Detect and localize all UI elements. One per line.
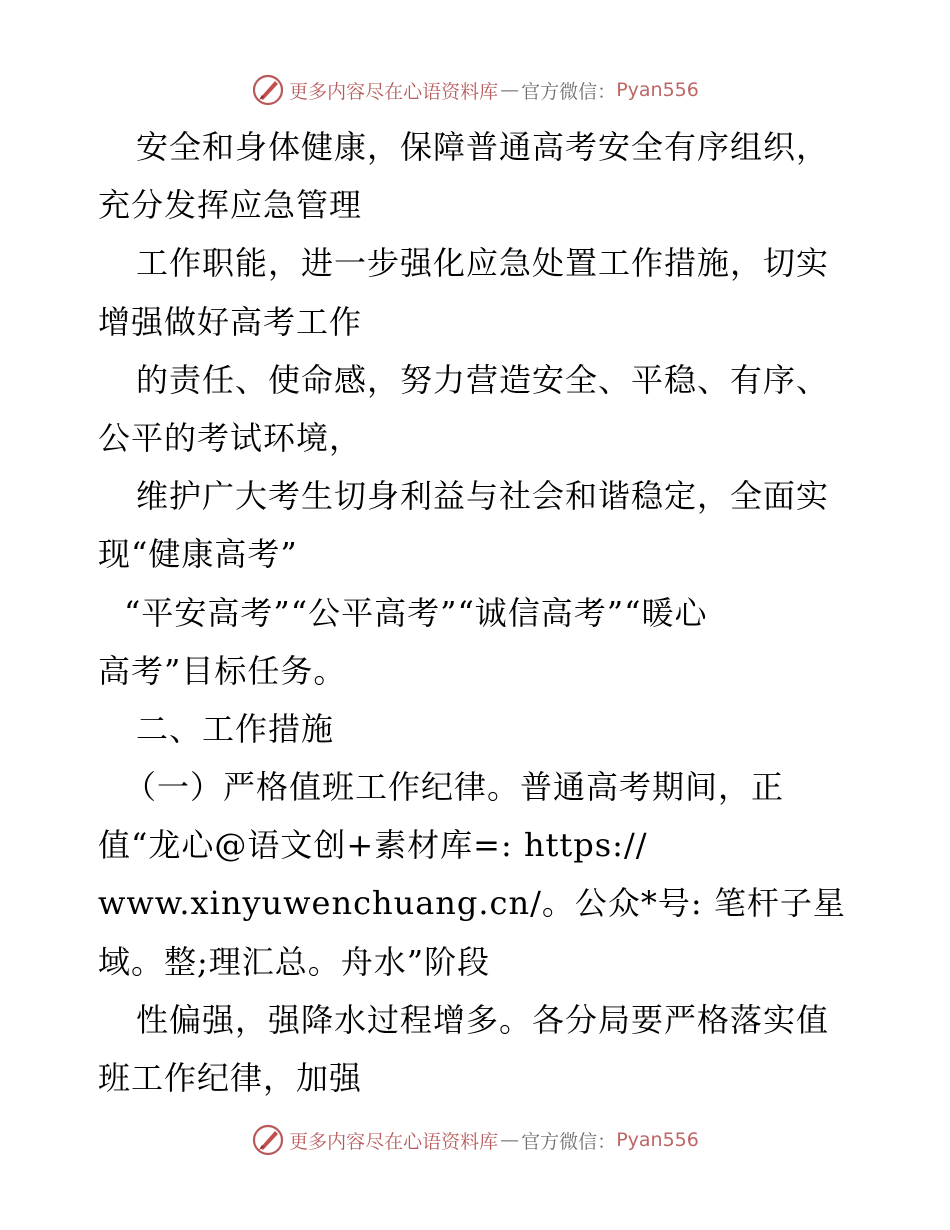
watermark-brand: 更多内容尽在心语资料库 <box>289 1130 499 1153</box>
body-line: 域。整;理汇总。舟水”阶段 <box>98 942 491 981</box>
watermark-account: Pyan556 <box>616 79 699 101</box>
quill-pen-logo-icon <box>251 73 285 107</box>
body-line: 值“龙心@语文创+素材库=: https:// <box>98 826 648 865</box>
header-watermark <box>0 70 950 110</box>
body-line: 工作职能，进一步强化应急处置工作措施，切实 <box>136 244 830 283</box>
body-line: 维护广大考生切身利益与社会和谐稳定，全面实 <box>136 477 830 516</box>
watermark-dash: — <box>500 1129 520 1151</box>
body-line: 安全和身体健康，保障普通高考安全有序组织， <box>136 128 830 166</box>
body-line: 现“健康高考” <box>98 535 298 574</box>
watermark-dash: — <box>500 79 520 101</box>
body-line: 高考”目标任务。 <box>98 651 347 690</box>
quill-pen-logo-icon <box>251 1123 285 1157</box>
body-line: （一）严格值班工作纪律。普通高考期间，正 <box>124 768 785 807</box>
body-line: 性偏强，强降水过程增多。各分局要严格落实值 <box>136 1000 830 1039</box>
footer-watermark <box>0 1120 950 1160</box>
watermark-brand: 更多内容尽在心语资料库 <box>289 80 499 103</box>
body-line: 班工作纪律，加强 <box>98 1059 363 1097</box>
section-heading: 二、工作措施 <box>136 709 335 748</box>
document-body <box>98 118 858 1107</box>
body-line: “平安高考”“公平高考”“诚信高考”“暖心 <box>124 593 708 632</box>
watermark-account: Pyan556 <box>616 1129 699 1151</box>
body-line: 公平的考试环境， <box>98 418 363 457</box>
watermark-official-label: 官方微信： <box>521 80 617 103</box>
body-line: 增强做好高考工作 <box>98 302 363 341</box>
body-line: www.xinyuwenchuang.cn/。公众*号: 笔杆子星 <box>98 884 846 923</box>
watermark-official-label: 官方微信： <box>521 1130 617 1153</box>
body-line: 充分发挥应急管理 <box>98 186 363 225</box>
body-line: 的责任、使命感，努力营造安全、平稳、有序、 <box>136 360 830 399</box>
